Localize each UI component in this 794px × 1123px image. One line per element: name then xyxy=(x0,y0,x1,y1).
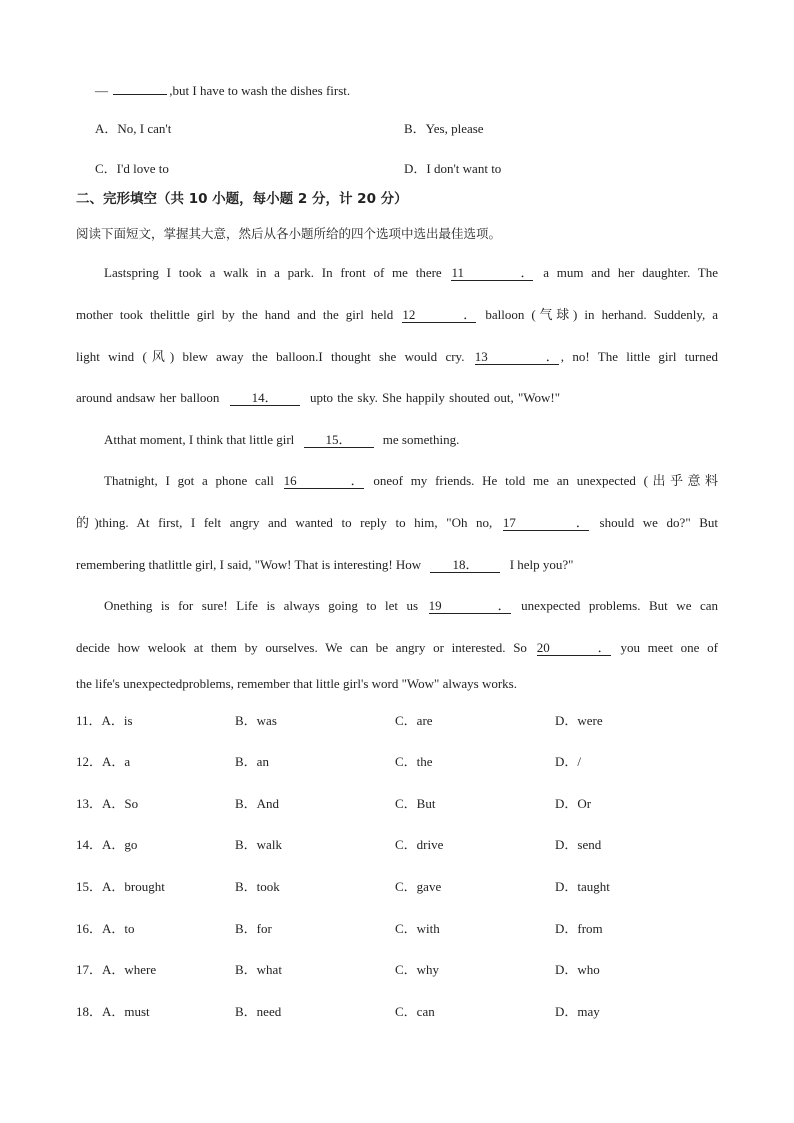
passage-text: you meet one of xyxy=(620,640,719,655)
passage-text: Onething is for sure! Life is always going to let us xyxy=(104,598,419,613)
q15-option-d[interactable]: D．taught xyxy=(555,879,610,894)
q17-option-c[interactable]: C．why xyxy=(395,962,440,977)
passage-text: , no! The little girl turned xyxy=(560,349,718,364)
q18-option-a[interactable]: 18．A．must xyxy=(76,1004,150,1019)
blank-16[interactable]: 16． xyxy=(283,473,364,488)
blank-19[interactable]: 19． xyxy=(428,598,511,613)
q18-option-d[interactable]: D．may xyxy=(555,1004,600,1019)
q13-option-b[interactable]: B．And xyxy=(235,796,280,811)
q15-option-a[interactable]: 15．A．brought xyxy=(76,879,165,894)
q10-option-c[interactable]: C．I'd love to xyxy=(95,161,169,176)
passage-p4-line3: the life's unexpectedproblems, remember that little girl's word "Wow" always works. xyxy=(76,676,517,691)
passage-p1-line2 xyxy=(76,306,718,324)
passage-text: around andsaw her balloon xyxy=(76,390,220,405)
passage-text: Lastspring I took a walk in a park. In front of me there xyxy=(104,265,442,280)
passage-text: upto the sky. She happily shouted out, "Wow!" xyxy=(309,390,561,405)
blank-17[interactable]: 17． xyxy=(502,515,589,530)
q10-stem-text: ,but I have to wash the dishes first. xyxy=(169,83,351,98)
q10-option-b[interactable]: B．Yes, please xyxy=(404,121,484,136)
q16-option-c[interactable]: C．with xyxy=(395,921,440,936)
passage-text: a mum and her daughter. The xyxy=(543,265,718,280)
passage-text: light wind (风) blew away the balloon.I thought she would cry. xyxy=(76,349,465,364)
blank-13[interactable]: 13． xyxy=(474,349,559,364)
q11-option-c[interactable]: C．are xyxy=(395,713,433,728)
passage-p1-line3 xyxy=(76,348,718,366)
passage-p1-line1 xyxy=(76,264,718,282)
passage-p2 xyxy=(76,431,718,449)
q11-option-b[interactable]: B．was xyxy=(235,713,277,728)
passage-text: I help you?" xyxy=(509,557,574,572)
q11-option-a[interactable]: 11．A．is xyxy=(76,713,133,728)
q16-option-a[interactable]: 16．A．to xyxy=(76,921,135,936)
q10-blank[interactable] xyxy=(113,94,167,95)
q13-option-a[interactable]: 13．A．So xyxy=(76,796,139,811)
q12-option-a[interactable]: 12．A．a xyxy=(76,754,131,769)
blank-11[interactable]: 11． xyxy=(451,265,534,280)
q17-option-b[interactable]: B．what xyxy=(235,962,282,977)
q18-option-b[interactable]: B．need xyxy=(235,1004,282,1019)
passage-text: 的)thing. At first, I felt angry and wanted to reply to him, "Oh no, xyxy=(76,515,493,530)
q12-option-b[interactable]: B．an xyxy=(235,754,269,769)
passage-text: should we do?" But xyxy=(599,515,719,530)
q15-option-c[interactable]: C．gave xyxy=(395,879,442,894)
q14-option-a[interactable]: 14．A．go xyxy=(76,837,138,852)
q10-option-a[interactable]: A．No, I can't xyxy=(95,121,172,136)
passage-text: balloon (气球) in herhand. Suddenly, a xyxy=(485,307,719,322)
passage-text: Atthat moment, I think that little girl xyxy=(104,432,295,447)
q17-option-d[interactable]: D．who xyxy=(555,962,600,977)
passage-text: me something. xyxy=(382,432,460,447)
q16-option-b[interactable]: B．for xyxy=(235,921,272,936)
q14-option-b[interactable]: B．walk xyxy=(235,837,282,852)
q16-option-d[interactable]: D．from xyxy=(555,921,603,936)
passage-p3-line2 xyxy=(76,514,718,532)
q12-option-c[interactable]: C．the xyxy=(395,754,433,769)
q18-option-c[interactable]: C．can xyxy=(395,1004,435,1019)
q17-option-a[interactable]: 17．A．where xyxy=(76,962,157,977)
passage-p1-line4 xyxy=(76,389,718,407)
passage-text: remembering thatlittle girl, I said, "Wow! That is interesting! How xyxy=(76,557,422,572)
blank-18[interactable]: 18． xyxy=(430,557,500,573)
q10-stem xyxy=(95,82,737,100)
passage-text: Thatnight, I got a phone call xyxy=(104,473,274,488)
q10-option-d[interactable]: D．I don't want to xyxy=(404,161,502,176)
passage-text: mother took thelittle girl by the hand and the girl held xyxy=(76,307,394,322)
passage-text: decide how welook at them by ourselves. We can be angry or interested. So xyxy=(76,640,527,655)
q13-option-c[interactable]: C．But xyxy=(395,796,436,811)
passage-p3-line3 xyxy=(76,556,718,574)
passage-p4-line1 xyxy=(76,597,718,615)
blank-12[interactable]: 12． xyxy=(402,307,477,322)
passage-text: unexpected problems. But we can xyxy=(521,598,719,613)
q14-option-c[interactable]: C．drive xyxy=(395,837,444,852)
q15-option-b[interactable]: B．took xyxy=(235,879,280,894)
blank-14[interactable]: 14． xyxy=(230,390,300,406)
passage-p3-line1 xyxy=(76,472,718,490)
passage-p4-line2 xyxy=(76,639,718,657)
q11-option-d[interactable]: D．were xyxy=(555,713,603,728)
passage-text: oneof my friends. He told me an unexpected (出乎意料 xyxy=(373,473,719,488)
blank-20[interactable]: 20． xyxy=(536,640,611,655)
q13-option-d[interactable]: D．Or xyxy=(555,796,592,811)
section-heading: 二、完形填空（共 10 小题，每小题 2 分，计 20 分） xyxy=(76,191,408,207)
section-instruction: 阅读下面短文，掌握其大意，然后从各小题所给的四个选项中选出最佳选项。 xyxy=(76,226,502,241)
q14-option-d[interactable]: D．send xyxy=(555,837,602,852)
blank-15[interactable]: 15． xyxy=(304,432,374,448)
q12-option-d[interactable]: D．/ xyxy=(555,754,582,769)
q10-dash: — xyxy=(95,83,108,98)
